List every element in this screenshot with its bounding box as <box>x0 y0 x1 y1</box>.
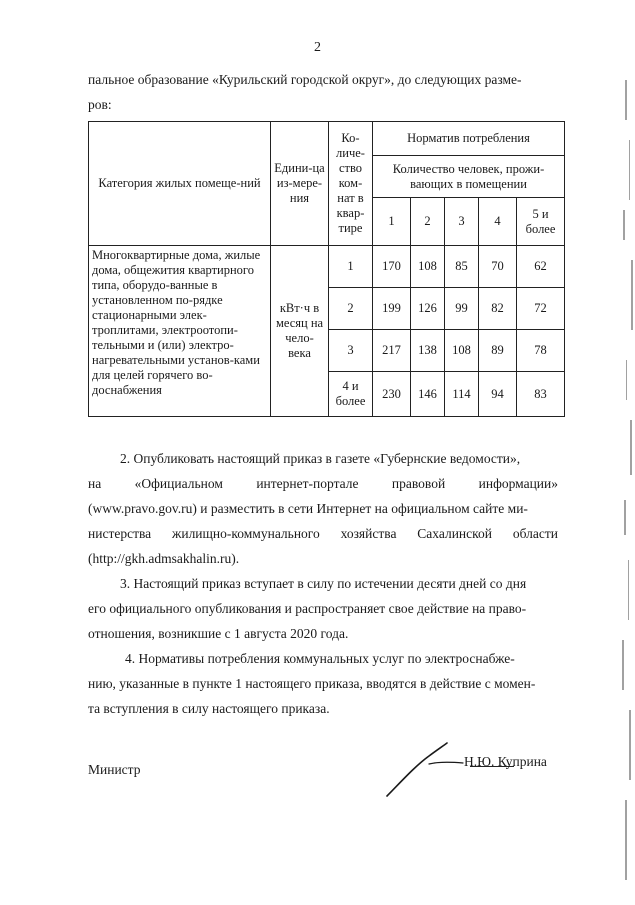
signature-underline <box>470 766 514 767</box>
value-cell: 138 <box>411 330 445 372</box>
value-cell: 108 <box>411 246 445 288</box>
header-persons-3: 3 <box>445 198 479 246</box>
value-cell: 82 <box>479 288 517 330</box>
value-cell: 170 <box>373 246 411 288</box>
paragraph-3-line: отношения, возникшие с 1 августа 2020 года. <box>88 626 349 641</box>
value-cell: 83 <box>517 372 565 417</box>
value-cell: 70 <box>479 246 517 288</box>
page-number: 2 <box>314 40 321 55</box>
value-cell: 230 <box>373 372 411 417</box>
header-persons-4: 4 <box>479 198 517 246</box>
header-unit: Едини-ца из-мере-ния <box>271 122 329 246</box>
paragraph-2-line: 2. Опубликовать настоящий приказ в газете «Губернские ведомости», <box>120 451 521 466</box>
paragraph-4-line: нию, указанные в пункте 1 настоящего приказа, вводятся в действие с момен- <box>88 676 536 691</box>
rooms-cell: 4 и более <box>329 372 373 417</box>
scan-noise-margin <box>595 60 635 900</box>
intro-line: ров: <box>88 97 112 112</box>
consumption-norms-table <box>88 121 565 417</box>
value-cell: 217 <box>373 330 411 372</box>
paragraph-3-line: его официального опубликования и распространяет свое действие на право- <box>88 601 527 616</box>
category-cell: Многоквартирные дома, жилые дома, общежития квартирного типа, оборудо-ванные в установленном по-рядке стационарными элек-троплитами, электроотопи-тельными и (или) электро-нагревательными установ-ками для целей горячего во-доснабжения <box>89 246 271 417</box>
value-cell: 62 <box>517 246 565 288</box>
header-persons-5: 5 и более <box>517 198 565 246</box>
value-cell: 114 <box>445 372 479 417</box>
rooms-cell: 3 <box>329 330 373 372</box>
value-cell: 199 <box>373 288 411 330</box>
value-cell: 85 <box>445 246 479 288</box>
value-cell: 94 <box>479 372 517 417</box>
paragraph-4-line: та вступления в силу настоящего приказа. <box>88 701 330 716</box>
value-cell: 126 <box>411 288 445 330</box>
header-persons: Количество человек, прожи-вающих в помещении <box>373 156 565 198</box>
paragraph-2-line: на «Официальном интернет-портале правовой информации» <box>88 476 558 491</box>
paragraph-3-line: 3. Настоящий приказ вступает в силу по истечении десяти дней со дня <box>120 576 527 591</box>
paragraph-2-line: (http://gkh.admsakhalin.ru). <box>88 551 240 566</box>
rooms-cell: 2 <box>329 288 373 330</box>
paragraph-4-line: 4. Нормативы потребления коммунальных услуг по электроснабже- <box>125 651 515 666</box>
paragraph-2-line: нистерства жилищно-коммунального хозяйства Сахалинской области <box>88 526 558 541</box>
value-cell: 146 <box>411 372 445 417</box>
signatory-name: Н.Ю. Куприна <box>464 754 547 769</box>
header-persons-1: 1 <box>373 198 411 246</box>
value-cell: 108 <box>445 330 479 372</box>
header-persons-2: 2 <box>411 198 445 246</box>
value-cell: 89 <box>479 330 517 372</box>
value-cell: 72 <box>517 288 565 330</box>
handwritten-signature <box>385 740 465 800</box>
header-norm: Норматив потребления <box>373 122 565 156</box>
intro-line: пальное образование «Курильский городской округ», до следующих разме- <box>88 72 522 87</box>
value-cell: 78 <box>517 330 565 372</box>
rooms-cell: 1 <box>329 246 373 288</box>
header-category: Категория жилых помеще-ний <box>89 122 271 246</box>
unit-cell: кВт·ч в месяц на чело-века <box>271 246 329 417</box>
header-rooms: Ко-личе-ство ком-нат в квар-тире <box>329 122 373 246</box>
signatory-title: Министр <box>88 762 141 777</box>
value-cell: 99 <box>445 288 479 330</box>
paragraph-2-line: (www.pravo.gov.ru) и разместить в сети Интернет на официальном сайте ми- <box>88 501 528 516</box>
